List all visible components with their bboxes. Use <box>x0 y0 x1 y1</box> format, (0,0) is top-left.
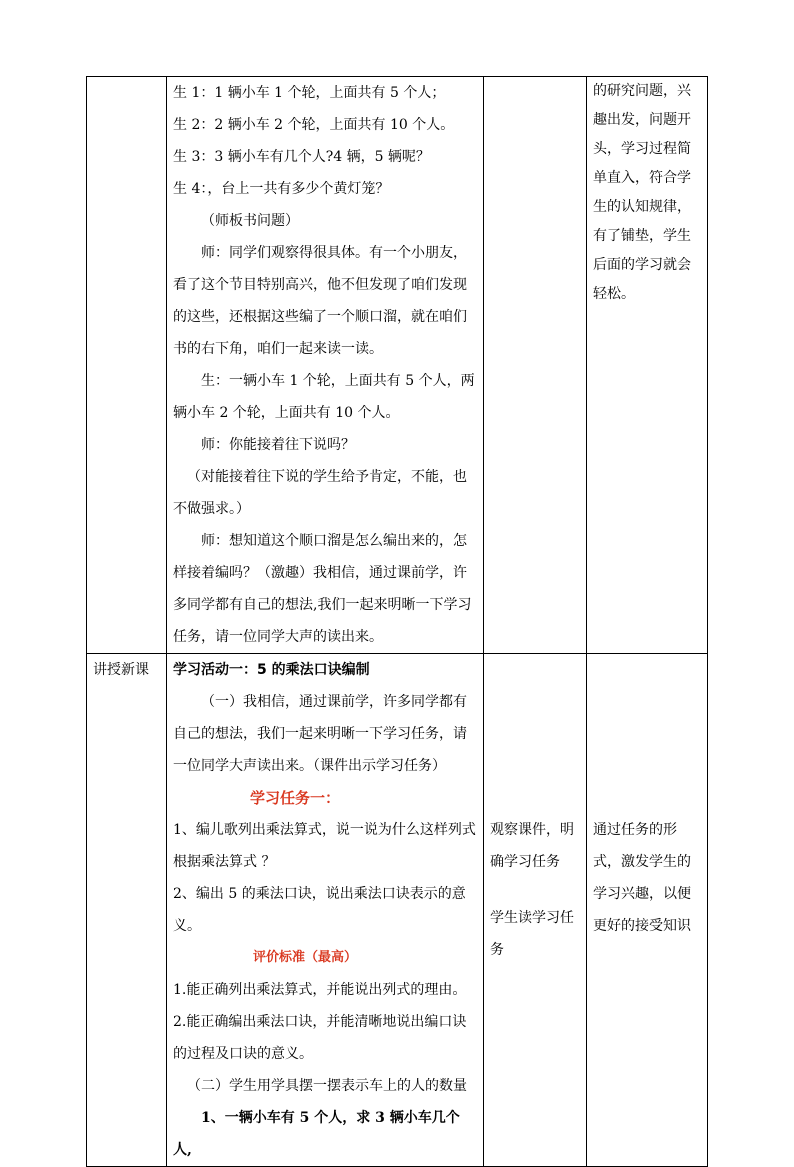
task-title: 学习任务一： <box>249 789 340 807</box>
row-label: 讲授新课 <box>87 654 167 1167</box>
activity-title: 学习活动一：5 的乘法口诀编制 <box>173 662 370 678</box>
student-activity-text: 观察课件，明确学习任务 <box>490 822 574 870</box>
teaching-process-cell <box>167 77 484 654</box>
lesson-plan-table <box>86 76 708 1167</box>
dialogue-line: 生 4：，台上一共有多少个黄灯笼？ <box>173 181 390 197</box>
teaching-process-cell <box>167 654 484 1167</box>
dialogue-line: 生 2：2 辆小车 2 个轮，上面共有 10 个人。 <box>173 117 455 133</box>
design-intent-text: 通过任务的形式，激发学生的学习兴趣，以便更好的接受知识 <box>593 822 691 934</box>
paragraph: 师：同学们观察得很具体。有一个小朋友，看了这个节目特别高兴，他不但发现了咱们发现的这些，还根据这些编了一个顺口溜，就在咱们书的右下角，咱们一起来读一读。 <box>173 245 467 357</box>
student-activity-cell <box>484 654 587 1167</box>
student-activity-text: 学生读学习任务 <box>490 910 574 958</box>
paragraph: 师：想知道这个顺口溜是怎么编出来的，怎样接着编吗？（激趣）我相信，通过课前学，许多同学都有自己的想法,我们一起来明晰一下学习任务，请一位同学大声的读出来。 <box>173 533 472 645</box>
paragraph: （对能接着往下说的学生给予肯定，不能，也不做强求。） <box>173 469 467 517</box>
paragraph: （一）我相信，通过课前学，许多同学都有自己的想法，我们一起来明晰一下学习任务，请一位同学大声读出来。（课件出示学习任务） <box>173 694 467 774</box>
dialogue-line: 生 3：3 辆小车有几个人?4 辆，5 辆呢？ <box>173 149 430 165</box>
paragraph: （师板书问题） <box>201 213 299 229</box>
task-item: 1、编儿歌列出乘法算式，说一说为什么这样列式根据乘法算式 ？ <box>173 822 476 870</box>
table-row <box>87 654 708 1167</box>
standard-item: 1.能正确列出乘法算式，并能说出列式的理由。 <box>173 982 467 998</box>
row-label <box>87 77 167 654</box>
paragraph: 生：一辆小车 1 个轮，上面共有 5 个人，两辆小车 2 个轮，上面共有 10 个人。 <box>173 373 475 421</box>
design-intent-cell: 的研究问题，兴趣出发，问题开头，学习过程简单直入，符合学生的认知规律，有了铺垫，学生后面的学习就会轻松。 <box>587 77 708 654</box>
student-activity-cell <box>484 77 587 654</box>
task-item: 2、编出 5 的乘法口诀，说出乘法口诀表示的意义。 <box>173 886 466 934</box>
evaluation-standard-title: 评价标准（最高） <box>252 950 357 965</box>
paragraph: 1、一辆小车有 5 个人，求 3 辆小车几个人, <box>173 1110 460 1158</box>
paragraph: （二）学生用学具摆一摆表示车上的人的数量 <box>187 1078 467 1094</box>
table-row <box>87 77 708 654</box>
dialogue-line: 生 1：1 辆小车 1 个轮，上面共有 5 个人； <box>173 85 446 101</box>
design-intent-cell <box>587 654 708 1167</box>
standard-item: 2.能正确编出乘法口诀，并能清晰地说出编口诀的过程及口诀的意义。 <box>173 1014 467 1062</box>
paragraph: 师：你能接着往下说吗？ <box>201 437 355 453</box>
